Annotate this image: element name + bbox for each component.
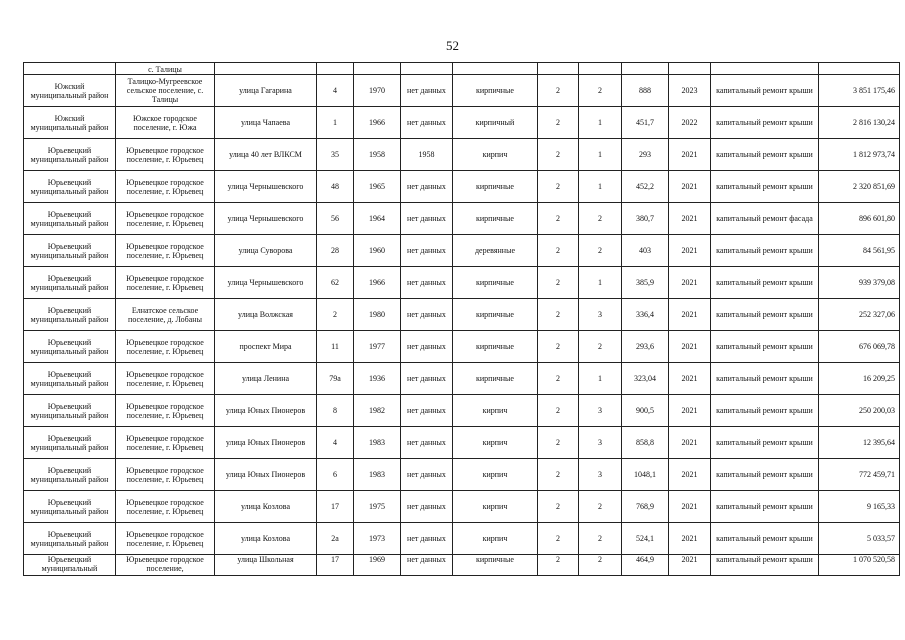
cell-cost: 9 165,33: [819, 491, 900, 523]
cell-settlement: Юрьевецкое городское поселение, г. Юрьевец: [116, 235, 215, 267]
cell-planned-year: 2021: [669, 331, 711, 363]
table-row: [24, 235, 900, 267]
cell-street: улица Чапаева: [215, 107, 317, 139]
cell-work-type: капитальный ремонт крыши: [711, 395, 819, 427]
cell-planned-year: 2022: [669, 107, 711, 139]
cell-settlement: Талицко-Мугреевское сельское поселение, с. Талицы: [116, 75, 215, 107]
cell-year-commissioned: нет данных: [401, 235, 453, 267]
cell-settlement: Юрьевецкое городское поселение, г. Юрьевец: [116, 395, 215, 427]
cell-floors: 2: [538, 171, 579, 203]
cell-cost: 896 601,80: [819, 203, 900, 235]
table-row: [24, 75, 900, 107]
cell-wall-material: кирпичные: [453, 331, 538, 363]
cell-work-type: капитальный ремонт крыши: [711, 171, 819, 203]
cell-work-type: капитальный ремонт крыши: [711, 139, 819, 171]
cell-area: 403: [622, 235, 669, 267]
cell-year-commissioned: нет данных: [401, 427, 453, 459]
cell-wall-material: кирпич: [453, 491, 538, 523]
cell-year-built: 1966: [354, 107, 401, 139]
cell-year-built: 1936: [354, 363, 401, 395]
cell-year-commissioned: нет данных: [401, 171, 453, 203]
cell-area: 1048,1: [622, 459, 669, 491]
cell-planned-year: 2021: [669, 139, 711, 171]
cell-year-commissioned: 1958: [401, 139, 453, 171]
cell-settlement: Юрьевецкое городское поселение, г. Юрьевец: [116, 171, 215, 203]
table-row: [24, 491, 900, 523]
cell-floors: 2: [538, 139, 579, 171]
cell-wall-material: [453, 63, 538, 75]
cell-work-type: [711, 63, 819, 75]
table-body: [24, 63, 900, 576]
table-row: [24, 459, 900, 491]
cell-area: 451,7: [622, 107, 669, 139]
cell-district: Юрьевецкий муниципальный район: [24, 235, 116, 267]
cell-street: улица Ленина: [215, 363, 317, 395]
cell-wall-material: кирпичные: [453, 75, 538, 107]
cell-year-built: 1960: [354, 235, 401, 267]
cell-entrances: 3: [579, 395, 622, 427]
table-row: [24, 139, 900, 171]
cell-planned-year: 2021: [669, 267, 711, 299]
cell-street: улица Юных Пионеров: [215, 459, 317, 491]
cell-street: проспект Мира: [215, 331, 317, 363]
cell-wall-material: кирпич: [453, 139, 538, 171]
cell-work-type: капитальный ремонт крыши: [711, 267, 819, 299]
cell-planned-year: 2023: [669, 75, 711, 107]
cell-area: 524,1: [622, 523, 669, 555]
cell-work-type: капитальный ремонт крыши: [711, 363, 819, 395]
cell-street: улица Суворова: [215, 235, 317, 267]
cell-entrances: 2: [579, 491, 622, 523]
cell-year-commissioned: нет данных: [401, 363, 453, 395]
cell-work-type: капитальный ремонт крыши: [711, 75, 819, 107]
cell-work-type: капитальный ремонт крыши: [711, 331, 819, 363]
cell-cost: 2 816 130,24: [819, 107, 900, 139]
cell-district: Юрьевецкий муниципальный район: [24, 427, 116, 459]
cell-entrances: 3: [579, 459, 622, 491]
cell-year-commissioned: нет данных: [401, 395, 453, 427]
table-row: [24, 523, 900, 555]
document-table: [23, 62, 900, 576]
cell-district: Южский муниципальный район: [24, 75, 116, 107]
cell-wall-material: кирпичные: [453, 555, 538, 576]
cell-year-commissioned: нет данных: [401, 523, 453, 555]
cell-floors: 2: [538, 363, 579, 395]
cell-planned-year: 2021: [669, 235, 711, 267]
cell-street: улица 40 лет ВЛКСМ: [215, 139, 317, 171]
cell-house-number: 35: [317, 139, 354, 171]
cell-settlement: Юрьевецкое городское поселение, г. Юрьевец: [116, 523, 215, 555]
cell-district: Южский муниципальный район: [24, 107, 116, 139]
cell-year-commissioned: нет данных: [401, 75, 453, 107]
cell-floors: 2: [538, 299, 579, 331]
cell-house-number: 17: [317, 491, 354, 523]
cell-district: Юрьевецкий муниципальный район: [24, 523, 116, 555]
cell-floors: 2: [538, 331, 579, 363]
cell-wall-material: кирпич: [453, 459, 538, 491]
cell-cost: 1 812 973,74: [819, 139, 900, 171]
cell-floors: 2: [538, 267, 579, 299]
cell-area: [622, 63, 669, 75]
cell-district: Юрьевецкий муниципальный район: [24, 491, 116, 523]
cell-year-built: 1964: [354, 203, 401, 235]
cell-year-built: 1983: [354, 459, 401, 491]
cell-house-number: 4: [317, 75, 354, 107]
table-row: [24, 299, 900, 331]
cell-work-type: капитальный ремонт крыши: [711, 523, 819, 555]
cell-street: улица Юных Пионеров: [215, 427, 317, 459]
cell-planned-year: 2021: [669, 523, 711, 555]
cell-cost: 16 209,25: [819, 363, 900, 395]
cell-entrances: 2: [579, 235, 622, 267]
cell-area: 336,4: [622, 299, 669, 331]
cell-entrances: 1: [579, 107, 622, 139]
cell-cost: 2 320 851,69: [819, 171, 900, 203]
cell-house-number: 48: [317, 171, 354, 203]
cell-street: улица Гагарина: [215, 75, 317, 107]
cell-entrances: 3: [579, 299, 622, 331]
cell-street: улица Волжская: [215, 299, 317, 331]
cell-work-type: капитальный ремонт крыши: [711, 555, 819, 576]
cell-year-commissioned: нет данных: [401, 267, 453, 299]
cell-floors: 2: [538, 107, 579, 139]
cell-area: 293: [622, 139, 669, 171]
cell-entrances: 1: [579, 139, 622, 171]
cell-area: 293,6: [622, 331, 669, 363]
cell-floors: 2: [538, 235, 579, 267]
cell-settlement: Южское городское поселение, г. Южа: [116, 107, 215, 139]
cell-settlement: Юрьевецкое городское поселение, г. Юрьевец: [116, 459, 215, 491]
cell-year-commissioned: нет данных: [401, 555, 453, 576]
cell-year-commissioned: [401, 63, 453, 75]
cell-wall-material: кирпичный: [453, 107, 538, 139]
cell-district: Юрьевецкий муниципальный район: [24, 299, 116, 331]
cell-district: Юрьевецкий муниципальный район: [24, 139, 116, 171]
cell-entrances: 2: [579, 331, 622, 363]
cell-wall-material: кирпичные: [453, 171, 538, 203]
cell-house-number: 2а: [317, 523, 354, 555]
cell-house-number: 2: [317, 299, 354, 331]
cell-planned-year: 2021: [669, 363, 711, 395]
cell-work-type: капитальный ремонт крыши: [711, 491, 819, 523]
cell-entrances: 1: [579, 363, 622, 395]
cell-floors: 2: [538, 459, 579, 491]
cell-year-built: 1983: [354, 427, 401, 459]
cell-cost: 939 379,08: [819, 267, 900, 299]
table-row: [24, 363, 900, 395]
cell-area: 888: [622, 75, 669, 107]
cell-work-type: капитальный ремонт крыши: [711, 427, 819, 459]
cell-district: Юрьевецкий муниципальный район: [24, 459, 116, 491]
cell-entrances: 1: [579, 267, 622, 299]
cell-settlement: Юрьевецкое городское поселение, г. Юрьевец: [116, 363, 215, 395]
table-row: [24, 203, 900, 235]
cell-year-commissioned: нет данных: [401, 459, 453, 491]
cell-work-type: капитальный ремонт крыши: [711, 459, 819, 491]
cell-entrances: [579, 63, 622, 75]
cell-house-number: 17: [317, 555, 354, 576]
cell-cost: 676 069,78: [819, 331, 900, 363]
cell-settlement: Юрьевецкое городское поселение, г. Юрьевец: [116, 331, 215, 363]
cell-area: 323,04: [622, 363, 669, 395]
table-row: [24, 427, 900, 459]
cell-cost: 5 033,57: [819, 523, 900, 555]
cell-year-built: 1975: [354, 491, 401, 523]
cell-house-number: 1: [317, 107, 354, 139]
cell-house-number: 11: [317, 331, 354, 363]
cell-house-number: [317, 63, 354, 75]
cell-wall-material: кирпичные: [453, 363, 538, 395]
cell-area: 380,7: [622, 203, 669, 235]
cell-house-number: 56: [317, 203, 354, 235]
cell-street: улица Чернышевского: [215, 171, 317, 203]
cell-planned-year: [669, 63, 711, 75]
cell-planned-year: 2021: [669, 555, 711, 576]
cell-year-built: [354, 63, 401, 75]
cell-entrances: 3: [579, 427, 622, 459]
cell-settlement: Юрьевецкое городское поселение,: [116, 555, 215, 576]
cell-cost: 12 395,64: [819, 427, 900, 459]
cell-planned-year: 2021: [669, 459, 711, 491]
cell-entrances: 2: [579, 75, 622, 107]
cell-floors: [538, 63, 579, 75]
cell-entrances: 2: [579, 523, 622, 555]
cell-street: улица Чернышевского: [215, 203, 317, 235]
page-number: 52: [446, 38, 459, 53]
cell-settlement: Юрьевецкое городское поселение, г. Юрьевец: [116, 427, 215, 459]
cell-street: улица Козлова: [215, 523, 317, 555]
cell-floors: 2: [538, 427, 579, 459]
cell-area: 452,2: [622, 171, 669, 203]
cell-cost: 252 327,06: [819, 299, 900, 331]
cell-floors: 2: [538, 555, 579, 576]
cell-house-number: 28: [317, 235, 354, 267]
table-row: [24, 331, 900, 363]
cell-work-type: капитальный ремонт крыши: [711, 235, 819, 267]
cell-settlement: Юрьевецкое городское поселение, г. Юрьевец: [116, 491, 215, 523]
cell-house-number: 62: [317, 267, 354, 299]
cell-settlement: с. Талицы: [116, 63, 215, 75]
document-table-wrapper: [23, 62, 900, 576]
cell-planned-year: 2021: [669, 395, 711, 427]
cell-work-type: капитальный ремонт крыши: [711, 107, 819, 139]
cell-house-number: 8: [317, 395, 354, 427]
cell-planned-year: 2021: [669, 171, 711, 203]
cell-year-built: 1969: [354, 555, 401, 576]
cell-house-number: 79а: [317, 363, 354, 395]
cell-cost: [819, 63, 900, 75]
cell-work-type: капитальный ремонт фасада: [711, 203, 819, 235]
cell-settlement: Юрьевецкое городское поселение, г. Юрьевец: [116, 203, 215, 235]
cell-district: Юрьевецкий муниципальный район: [24, 395, 116, 427]
cell-year-built: 1982: [354, 395, 401, 427]
cell-cost: 772 459,71: [819, 459, 900, 491]
cell-house-number: 6: [317, 459, 354, 491]
table-row: [24, 555, 900, 576]
cell-district: Юрьевецкий муниципальный район: [24, 203, 116, 235]
cell-cost: 1 070 520,58: [819, 555, 900, 576]
cell-area: 900,5: [622, 395, 669, 427]
cell-area: 858,8: [622, 427, 669, 459]
table-row: [24, 107, 900, 139]
cell-wall-material: кирпичные: [453, 299, 538, 331]
cell-district: [24, 63, 116, 75]
cell-wall-material: кирпич: [453, 523, 538, 555]
cell-planned-year: 2021: [669, 491, 711, 523]
cell-year-commissioned: нет данных: [401, 203, 453, 235]
cell-district: Юрьевецкий муниципальный район: [24, 331, 116, 363]
cell-entrances: 2: [579, 203, 622, 235]
cell-cost: 84 561,95: [819, 235, 900, 267]
cell-cost: 3 851 175,46: [819, 75, 900, 107]
cell-wall-material: кирпичные: [453, 267, 538, 299]
cell-wall-material: деревянные: [453, 235, 538, 267]
cell-district: Юрьевецкий муниципальный: [24, 555, 116, 576]
cell-street: [215, 63, 317, 75]
cell-year-commissioned: нет данных: [401, 107, 453, 139]
cell-area: 768,9: [622, 491, 669, 523]
cell-entrances: 1: [579, 171, 622, 203]
cell-planned-year: 2021: [669, 299, 711, 331]
cell-year-commissioned: нет данных: [401, 331, 453, 363]
cell-house-number: 4: [317, 427, 354, 459]
cell-year-built: 1970: [354, 75, 401, 107]
cell-area: 385,9: [622, 267, 669, 299]
cell-planned-year: 2021: [669, 203, 711, 235]
cell-year-built: 1966: [354, 267, 401, 299]
cell-wall-material: кирпич: [453, 427, 538, 459]
table-row: [24, 171, 900, 203]
cell-wall-material: кирпич: [453, 395, 538, 427]
cell-year-built: 1958: [354, 139, 401, 171]
cell-year-commissioned: нет данных: [401, 491, 453, 523]
cell-year-commissioned: нет данных: [401, 299, 453, 331]
cell-district: Юрьевецкий муниципальный район: [24, 363, 116, 395]
cell-wall-material: кирпичные: [453, 203, 538, 235]
cell-work-type: капитальный ремонт крыши: [711, 299, 819, 331]
cell-settlement: Елнатское сельское поселение, д. Лобаны: [116, 299, 215, 331]
cell-floors: 2: [538, 395, 579, 427]
cell-settlement: Юрьевецкое городское поселение, г. Юрьевец: [116, 139, 215, 171]
cell-street: улица Школьная: [215, 555, 317, 576]
cell-year-built: 1965: [354, 171, 401, 203]
cell-street: улица Чернышевского: [215, 267, 317, 299]
table-row: [24, 267, 900, 299]
cell-area: 464,9: [622, 555, 669, 576]
cell-year-built: 1973: [354, 523, 401, 555]
cell-year-built: 1977: [354, 331, 401, 363]
cell-year-built: 1980: [354, 299, 401, 331]
cell-district: Юрьевецкий муниципальный район: [24, 171, 116, 203]
cell-street: улица Козлова: [215, 491, 317, 523]
cell-district: Юрьевецкий муниципальный район: [24, 267, 116, 299]
cell-planned-year: 2021: [669, 427, 711, 459]
cell-settlement: Юрьевецкое городское поселение, г. Юрьевец: [116, 267, 215, 299]
table-row-continuation: [24, 63, 900, 75]
table-row: [24, 395, 900, 427]
cell-floors: 2: [538, 203, 579, 235]
cell-floors: 2: [538, 523, 579, 555]
cell-floors: 2: [538, 491, 579, 523]
cell-cost: 250 200,03: [819, 395, 900, 427]
cell-entrances: 2: [579, 555, 622, 576]
cell-street: улица Юных Пионеров: [215, 395, 317, 427]
cell-floors: 2: [538, 75, 579, 107]
